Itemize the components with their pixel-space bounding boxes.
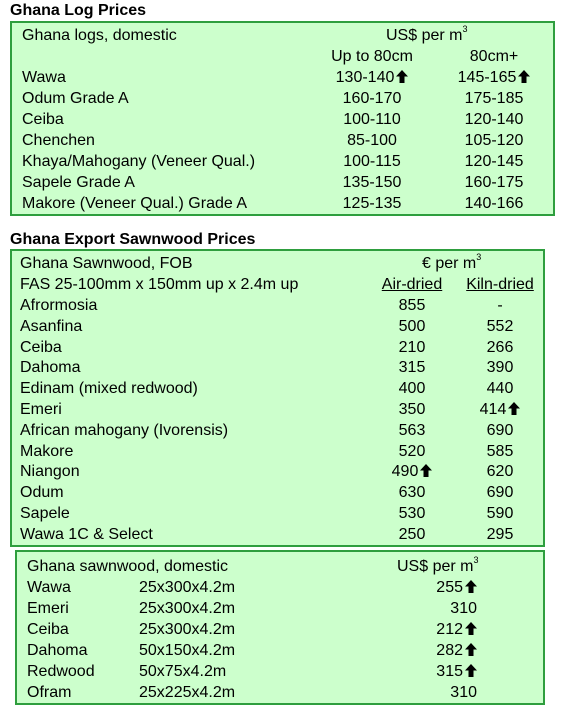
table-row xyxy=(17,661,543,682)
price-text: 282 xyxy=(436,642,463,659)
log-prices-currency: US$ per $m^3$ xyxy=(386,24,468,44)
dimension: 25x300x4.2m xyxy=(139,621,236,638)
table-row xyxy=(17,577,543,598)
price-up-to-80cm-text: 100-115 xyxy=(343,153,401,170)
species-name: Redwood xyxy=(27,663,95,680)
price-air-dried xyxy=(374,441,450,462)
export-sawnwood-spec-row xyxy=(12,274,543,295)
price xyxy=(387,619,477,640)
table-row xyxy=(17,682,543,703)
species-name: Ofram xyxy=(27,684,72,701)
price-air-dried xyxy=(374,461,450,482)
price-air-dried xyxy=(374,378,450,399)
price-kiln-dried-text: 620 xyxy=(486,463,514,481)
price xyxy=(387,640,477,661)
price-text: 255 xyxy=(436,579,463,596)
log-prices-title: Ghana Log Prices xyxy=(10,2,147,19)
species-name: Asanfina xyxy=(20,317,83,335)
price-up-to-80cm-text: 135-150 xyxy=(342,174,402,191)
domestic-sawnwood-header-row xyxy=(17,556,543,577)
species-name: Odum Grade A xyxy=(22,90,129,107)
price-up-to-80cm xyxy=(322,130,422,151)
price-kiln-dried-text: - xyxy=(497,297,503,314)
price-up-to-80cm xyxy=(322,88,422,109)
column-header-air-dried: Air-dried xyxy=(381,276,443,293)
price-air-dried xyxy=(374,503,450,524)
price-80cm-plus-text: 120-145 xyxy=(464,153,524,170)
price-air-dried-text: 630 xyxy=(398,484,426,502)
price-kiln-dried-text: 552 xyxy=(486,317,514,335)
price-80cm-plus xyxy=(446,172,542,193)
price-80cm-plus xyxy=(446,193,542,214)
up-arrow-icon xyxy=(508,402,520,415)
table-row xyxy=(12,88,553,109)
price-80cm-plus-text: 140-166 xyxy=(464,195,524,212)
price-kiln-dried xyxy=(460,420,540,441)
price-air-dried-text: 520 xyxy=(398,442,426,460)
species-name: Edinam (mixed redwood) xyxy=(20,380,198,398)
price-kiln-dried xyxy=(460,482,540,503)
price-air-dried xyxy=(374,316,450,337)
table-row xyxy=(17,640,543,661)
species-name: Dahoma xyxy=(27,642,88,659)
dimension: 25x225x4.2m xyxy=(139,684,236,701)
export-sawnwood-title: Ghana Export Sawnwood Prices xyxy=(10,231,256,248)
species-name: Sapele xyxy=(20,505,70,522)
up-arrow-icon xyxy=(396,70,408,83)
table-row xyxy=(12,193,553,214)
log-prices-columns-row xyxy=(12,46,553,67)
price-kiln-dried xyxy=(460,524,540,545)
price-air-dried-text: 490 xyxy=(391,463,419,481)
price-air-dried xyxy=(374,337,450,358)
species-name: Wawa xyxy=(22,69,66,86)
species-name: Niangon xyxy=(20,463,80,481)
species-name: Makore xyxy=(20,442,74,460)
price-air-dried-text: 855 xyxy=(398,297,426,314)
dimension: 25x300x4.2m xyxy=(139,600,236,617)
price-air-dried xyxy=(374,399,450,420)
species-name: Afrormosia xyxy=(20,297,98,314)
price-kiln-dried-text: 414 xyxy=(479,401,507,418)
price-80cm-plus xyxy=(446,109,542,130)
price-kiln-dried-text: 440 xyxy=(486,380,514,398)
column-header-kiln-dried: Kiln-dried xyxy=(466,276,534,293)
price-kiln-dried-text: 295 xyxy=(486,525,514,543)
table-row xyxy=(12,109,553,130)
table-row xyxy=(12,130,553,151)
species-name: Wawa 1C & Select xyxy=(20,525,153,543)
dimension: 50x150x4.2m xyxy=(139,642,236,659)
price-text: 310 xyxy=(450,600,477,617)
price-air-dried-text: 250 xyxy=(398,525,426,543)
price-kiln-dried-text: 266 xyxy=(486,338,514,356)
price-kiln-dried-text: 590 xyxy=(486,505,514,522)
price-80cm-plus-text: 120-140 xyxy=(464,111,524,128)
price-kiln-dried xyxy=(460,399,540,420)
price-air-dried-text: 563 xyxy=(398,421,426,439)
table-row xyxy=(17,619,543,640)
price-kiln-dried xyxy=(460,295,540,316)
price-up-to-80cm xyxy=(322,109,422,130)
price-kiln-dried xyxy=(460,503,540,524)
table-row xyxy=(12,399,543,420)
price-kiln-dried xyxy=(460,378,540,399)
column-header-up-to-80cm: Up to 80cm xyxy=(331,48,413,65)
table-row xyxy=(12,357,543,378)
table-row xyxy=(12,172,553,193)
table-row xyxy=(12,378,543,399)
up-arrow-icon xyxy=(465,622,477,635)
price-kiln-dried xyxy=(460,357,540,378)
column-header-80cm-plus: 80cm+ xyxy=(469,48,519,65)
price-up-to-80cm xyxy=(322,172,422,193)
up-arrow-icon xyxy=(465,580,477,593)
price-air-dried-text: 400 xyxy=(398,380,426,398)
domestic-sawnwood-header-label: Ghana sawnwood, domestic xyxy=(27,558,228,575)
table-row xyxy=(12,482,543,503)
price-text: 212 xyxy=(436,621,463,638)
species-name: Dahoma xyxy=(20,359,81,377)
table-row xyxy=(12,295,543,316)
dimension: 50x75x4.2m xyxy=(139,663,227,680)
species-name: African mahogany (Ivorensis) xyxy=(20,421,229,439)
price-80cm-plus xyxy=(446,151,542,172)
export-sawnwood-spec-label: FAS 25-100mm x 150mm up x 2.4m up xyxy=(20,276,299,293)
species-name: Emeri xyxy=(27,600,69,617)
price-air-dried xyxy=(374,295,450,316)
price-80cm-plus xyxy=(446,67,542,88)
price xyxy=(387,661,477,682)
price-air-dried-text: 315 xyxy=(398,359,426,377)
price xyxy=(387,577,477,598)
price-up-to-80cm-text: 130-140 xyxy=(335,69,395,86)
price-air-dried xyxy=(374,524,450,545)
table-row xyxy=(17,598,543,619)
price-80cm-plus-text: 175-185 xyxy=(464,90,524,107)
species-name: Makore (Veneer Qual.) Grade A xyxy=(22,195,247,212)
price-air-dried-text: 530 xyxy=(398,505,426,522)
export-sawnwood-table xyxy=(10,249,545,547)
table-row xyxy=(12,337,543,358)
price-80cm-plus xyxy=(446,88,542,109)
price-80cm-plus-text: 105-120 xyxy=(464,132,524,149)
table-row xyxy=(12,67,553,88)
price-air-dried-text: 350 xyxy=(398,401,426,418)
price-air-dried-text: 500 xyxy=(398,317,426,335)
up-arrow-icon xyxy=(465,643,477,656)
price-up-to-80cm-text: 125-135 xyxy=(342,195,402,212)
species-name: Ceiba xyxy=(27,621,69,638)
table-row xyxy=(12,316,543,337)
up-arrow-icon xyxy=(420,464,432,477)
price xyxy=(387,682,477,703)
domestic-sawnwood-currency: US$ per $m^3$ xyxy=(397,555,479,575)
species-name: Sapele Grade A xyxy=(22,174,135,191)
price-up-to-80cm xyxy=(322,67,422,88)
price-80cm-plus-text: 145-165 xyxy=(457,69,517,86)
table-row xyxy=(12,441,543,462)
up-arrow-icon xyxy=(465,664,477,677)
export-sawnwood-header-row xyxy=(12,253,543,274)
export-sawnwood-currency: € per $m^3$ xyxy=(422,252,482,272)
price-up-to-80cm xyxy=(322,151,422,172)
price-80cm-plus-text: 160-175 xyxy=(464,174,524,191)
species-name: Ceiba xyxy=(20,338,62,356)
log-prices-table xyxy=(10,21,555,216)
price-kiln-dried xyxy=(460,441,540,462)
species-name: Wawa xyxy=(27,579,71,596)
price-air-dried xyxy=(374,420,450,441)
species-name: Emeri xyxy=(20,401,62,418)
dimension: 25x300x4.2m xyxy=(139,579,236,596)
species-name: Khaya/Mahogany (Veneer Qual.) xyxy=(22,153,256,170)
table-row xyxy=(12,151,553,172)
species-name: Odum xyxy=(20,484,64,502)
table-row xyxy=(12,420,543,441)
table-row xyxy=(12,503,543,524)
price-kiln-dried xyxy=(460,461,540,482)
price-up-to-80cm xyxy=(322,193,422,214)
species-name: Chenchen xyxy=(22,132,95,149)
price-text: 310 xyxy=(450,684,477,701)
log-prices-header-row xyxy=(12,25,553,46)
export-sawnwood-header-label: Ghana Sawnwood, FOB xyxy=(20,255,193,272)
price-up-to-80cm-text: 100-110 xyxy=(343,111,401,128)
price-kiln-dried-text: 390 xyxy=(486,359,514,377)
price-up-to-80cm-text: 85-100 xyxy=(347,132,397,149)
price-kiln-dried-text: 690 xyxy=(486,484,514,502)
price-kiln-dried xyxy=(460,337,540,358)
price-up-to-80cm-text: 160-170 xyxy=(342,90,402,107)
up-arrow-icon xyxy=(518,70,530,83)
price-kiln-dried xyxy=(460,316,540,337)
log-prices-header-label: Ghana logs, domestic xyxy=(22,27,177,44)
price-air-dried xyxy=(374,357,450,378)
price-kiln-dried-text: 690 xyxy=(486,421,514,439)
price-air-dried-text: 210 xyxy=(398,338,426,356)
table-row xyxy=(12,524,543,545)
domestic-sawnwood-table xyxy=(15,550,545,705)
table-row xyxy=(12,461,543,482)
price-kiln-dried-text: 585 xyxy=(486,442,514,460)
price-text: 315 xyxy=(436,663,463,680)
price-80cm-plus xyxy=(446,130,542,151)
price-air-dried xyxy=(374,482,450,503)
price xyxy=(387,598,477,619)
species-name: Ceiba xyxy=(22,111,64,128)
